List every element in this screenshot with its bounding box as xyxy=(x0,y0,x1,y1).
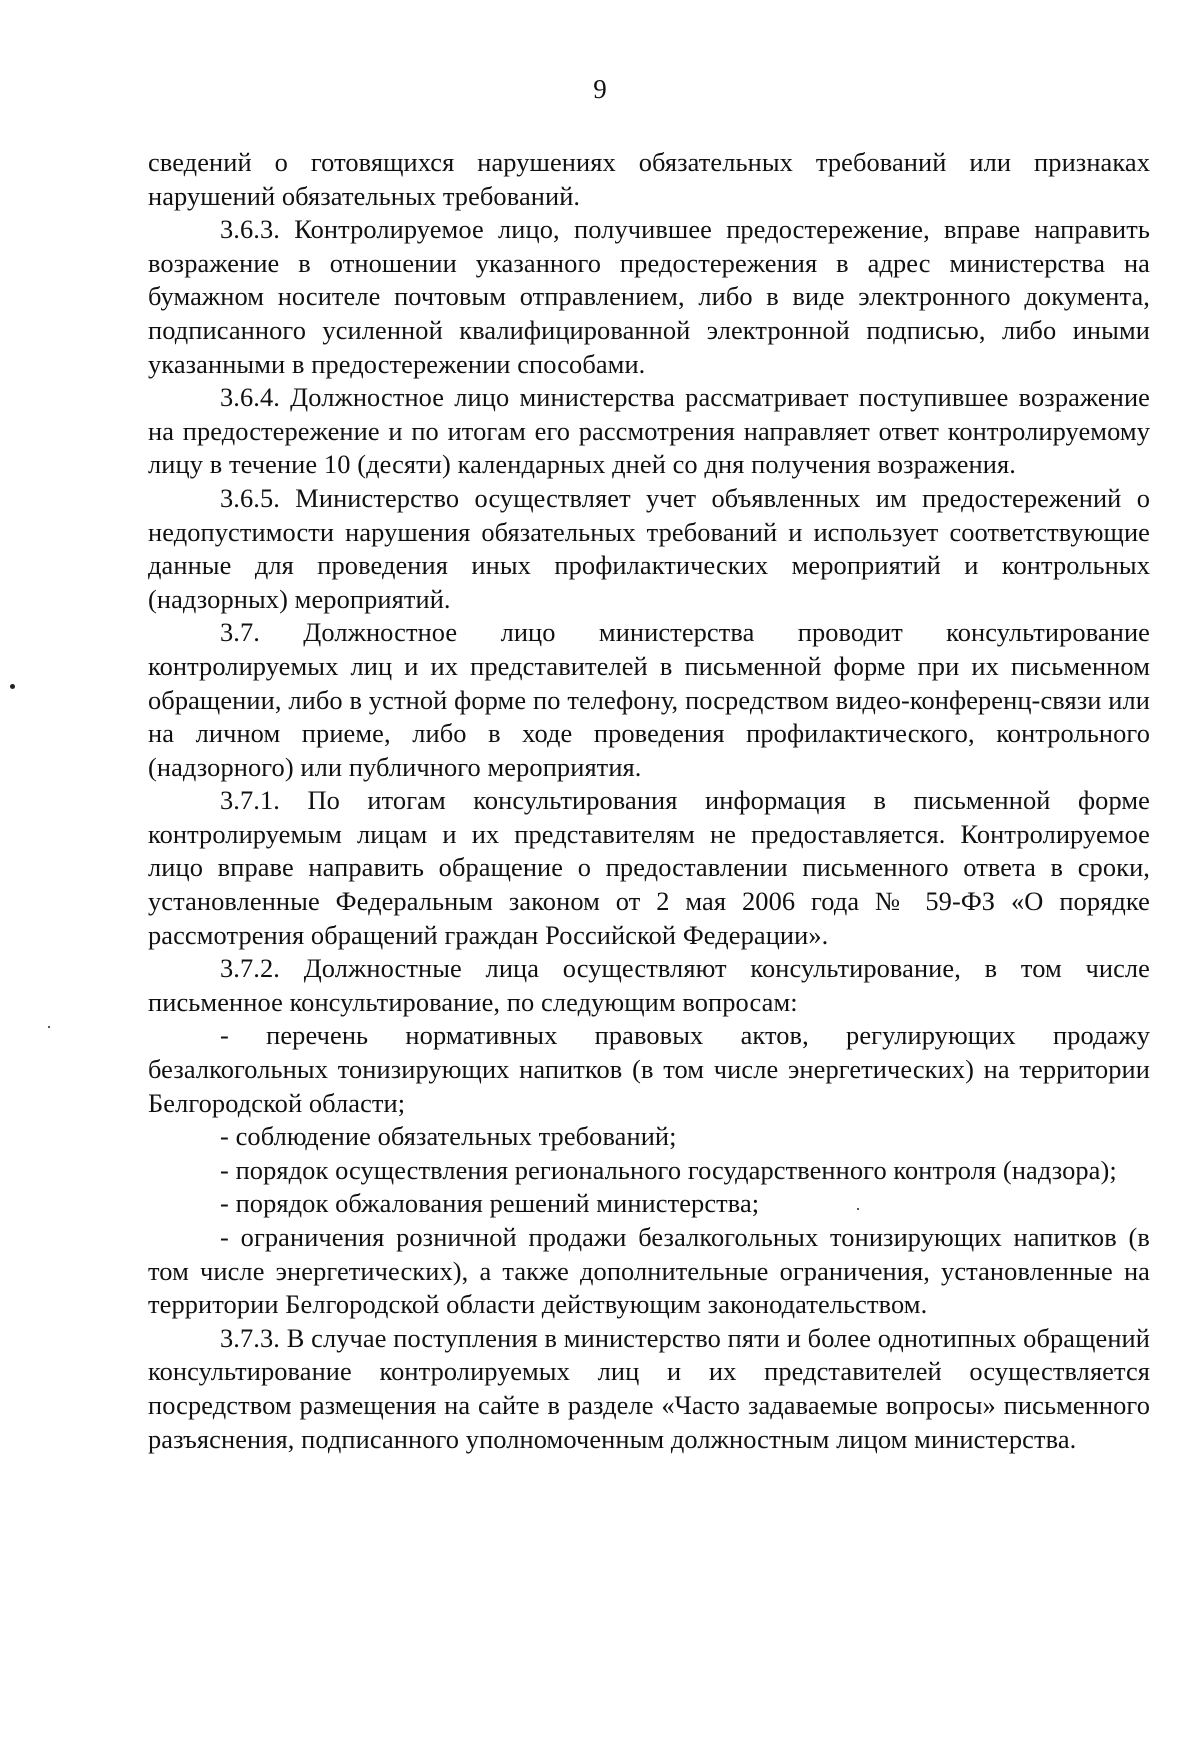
paragraph-3-6-3: 3.6.3. Контролируемое лицо, получившее предостережение, вправе направить возражение в отношении указанного предостережения в адрес министерства на бумажном носителе почтовым отправлением, либо в виде электронного документа, подписанного усиленной квалифицированной электронной подписью, либо иными указанными в предостережении способами. xyxy=(148,214,1150,379)
list-item: - ограничения розничной продажи безалкогольных тонизирующих напитков (в том числе энергетических), а также дополнительные ограничения, установленные на территории Белгородской области действующим законодательством. xyxy=(148,1222,1150,1320)
paragraph-3-7: 3.7. Должностное лицо министерства проводит консультирование контролируемых лиц и их представителей в письменной форме при их письменном обращении, либо в устной форме по телефону, посредством видео-конференц-связи или на личном приеме, либо в ходе проведения профилактического, контрольного (надзорного) или публичного мероприятия. xyxy=(148,617,1150,782)
document-body xyxy=(148,146,1150,1456)
scan-speck xyxy=(48,1026,50,1028)
list-item: - порядок обжалования решений министерства; xyxy=(220,1188,760,1219)
paragraph-3-7-2: 3.7.2. Должностные лица осуществляют консультирование, в том числе письменное консультирование, по следующим вопросам: xyxy=(148,953,1150,1017)
paragraph-3-7-3: 3.7.3. В случае поступления в министерство пяти и более однотипных обращений консультирование контролируемых лиц и их представителей осуществляется посредством размещения на сайте в разделе «Часто задаваемые вопросы» письменного разъяснения, подписанного уполномоченным должностным лицом министерства. xyxy=(148,1322,1150,1454)
scan-speck xyxy=(857,1208,859,1210)
page-number: 9 xyxy=(593,74,607,104)
scan-speck xyxy=(10,684,15,689)
paragraph-3-6-4: 3.6.4. Должностное лицо министерства рассматривает поступившее возражение на предостережение и по итогам его рассмотрения направляет ответ контролируемому лицу в течение 10 (десяти) календарных дней со дня получения возражения. xyxy=(148,382,1150,480)
paragraph-continuation: сведений о готовящихся нарушениях обязательных требований или признаках нарушений обязательных требований. xyxy=(148,147,1150,211)
paragraph-3-7-1: 3.7.1. По итогам консультирования информация в письменной форме контролируемым лицам и их представителям не предоставляется. Контролируемое лицо вправе направить обращение о предоставлении письменного ответа в сроки, установленные Федеральным законом от 2 мая 2006 года № 59-ФЗ «О порядке рассмотрения обращений граждан Российской Федерации». xyxy=(148,785,1150,950)
list-item: - перечень нормативных правовых актов, регулирующих продажу безалкогольных тонизирующих напитков (в том числе энергетических) на территории Белгородской области; xyxy=(148,1020,1150,1118)
paragraph-3-6-5: 3.6.5. Министерство осуществляет учет объявленных им предостережений о недопустимости нарушения обязательных требований и использует соответствующие данные для проведения иных профилактических мероприятий и контрольных (надзорных) мероприятий. xyxy=(148,482,1150,614)
list-item: - соблюдение обязательных требований; xyxy=(220,1121,677,1152)
list-item: - порядок осуществления регионального государственного контроля (надзора); xyxy=(220,1154,1117,1185)
